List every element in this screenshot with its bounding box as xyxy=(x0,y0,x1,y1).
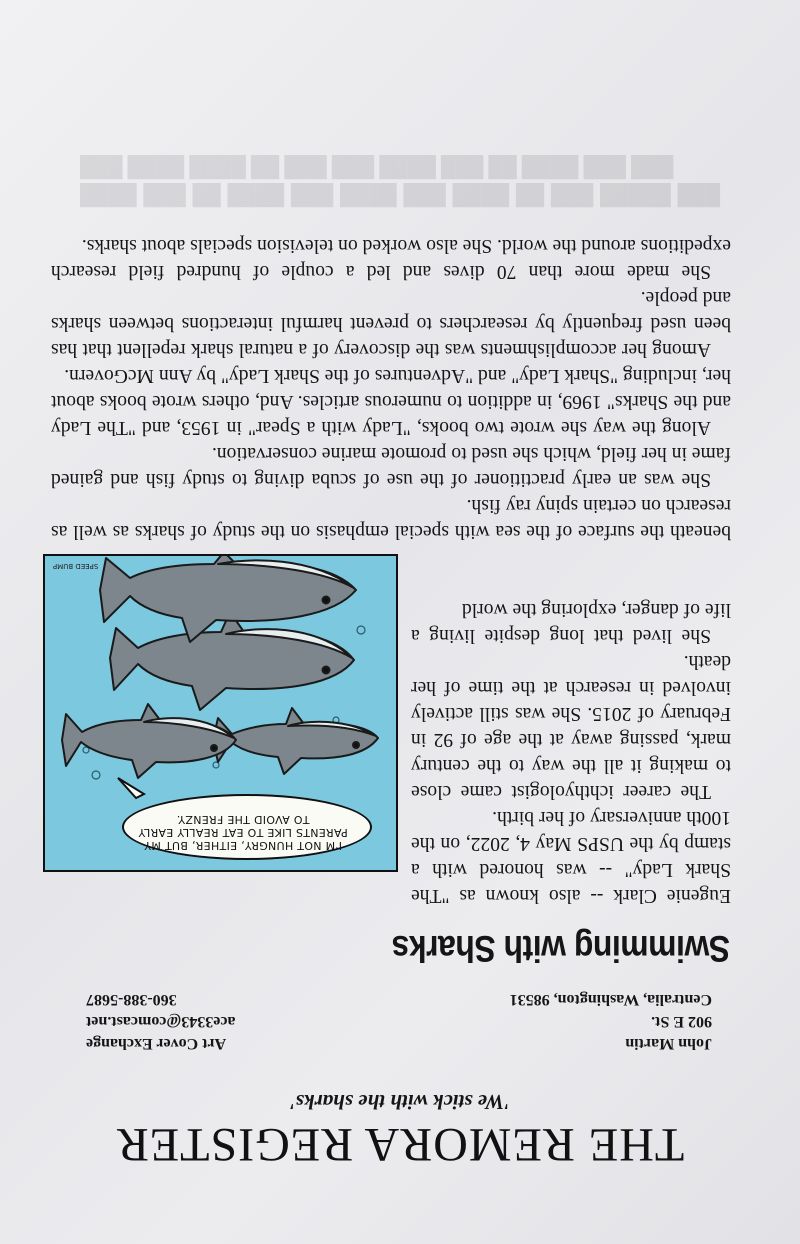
shark-cartoon xyxy=(43,554,398,872)
cartoon-signature: SPEED BUMP xyxy=(53,562,99,570)
newsletter-tagline: 'We stick with the sharks' xyxy=(289,1090,511,1114)
shark-small-left xyxy=(213,708,378,774)
exchange-contact xyxy=(86,988,236,1054)
article-paragraph: She made more than 70 dives and led a couple of hundred field research expeditions around the world. She also worked on television specials about sharks. xyxy=(51,235,731,282)
exchange-email: ace3343@comcast.net xyxy=(86,1013,236,1030)
article-paragraph: She lived that long despite living a life of danger, exploring the world xyxy=(411,599,731,646)
article-paragraph: beneath the surface of the sea with special emphasis on the study of sharks as well as research on certain spiny ray fish. xyxy=(51,495,731,542)
newsletter-title: THE REMORA REGISTER xyxy=(115,1118,685,1171)
shark-large-middle xyxy=(110,612,354,710)
speech-tail xyxy=(118,778,144,798)
editor-street: 902 E St. xyxy=(651,1013,712,1030)
shark-small-right xyxy=(62,704,236,778)
exchange-name: Art Cover Exchange xyxy=(86,1035,227,1052)
article-paragraph: Eugenie Clark -- also known as "The Shark Lady" -- was honored with a stamp by the USPS May 4, 2022, on the 100th anniversary of her birth. xyxy=(411,807,731,906)
editor-address xyxy=(510,988,712,1054)
article-paragraph: Along the way she wrote two books, "Lady with a Spear" in 1953, and "The Lady and the Sharks" 1969, in addition to numerous articles. And, others wrote books about her, including "Shark Lady" and "Adventures of the Shark Lady" by Ann McGovern. xyxy=(51,365,731,438)
article-paragraph: Among her accomplishments was the discovery of a natural shark repellent that has been used frequently by researchers to prevent harmful interactions between sharks and people. xyxy=(51,287,731,360)
article-paragraph: She was an early practitioner of the use of scuba diving to study fish and gained fame in her field, which she used to promote marine conservation. xyxy=(51,443,731,490)
exchange-phone: 360-388-5687 xyxy=(86,991,177,1008)
speech-text: I'M NOT HUNGRY, EITHER, BUT MY PARENTS LIKE TO EAT REALLY EARLY TO AVOID THE FRENZY. xyxy=(138,813,348,852)
article-paragraph: The career ichthyologist came close to making it all the way to the century mark, passing away at the age of 92 in February of 2015. She was still actively involved in research at the time of her death. xyxy=(411,651,731,802)
editor-name: John Martin xyxy=(625,1035,712,1052)
editor-city: Centralia, Washington, 98531 xyxy=(509,991,712,1008)
bleed-through-text: ████ ███ ██ ████ ███ ████ ███ ████ ██ ███ █████ ███ ███ ████ ████ ██ ███ ███ ████ ███ ██ ████ ███ ███ xyxy=(80,156,720,206)
article-column-narrow xyxy=(411,596,731,908)
article-column-wide xyxy=(51,232,731,544)
article-headline: Swimming with Sharks xyxy=(392,928,730,969)
